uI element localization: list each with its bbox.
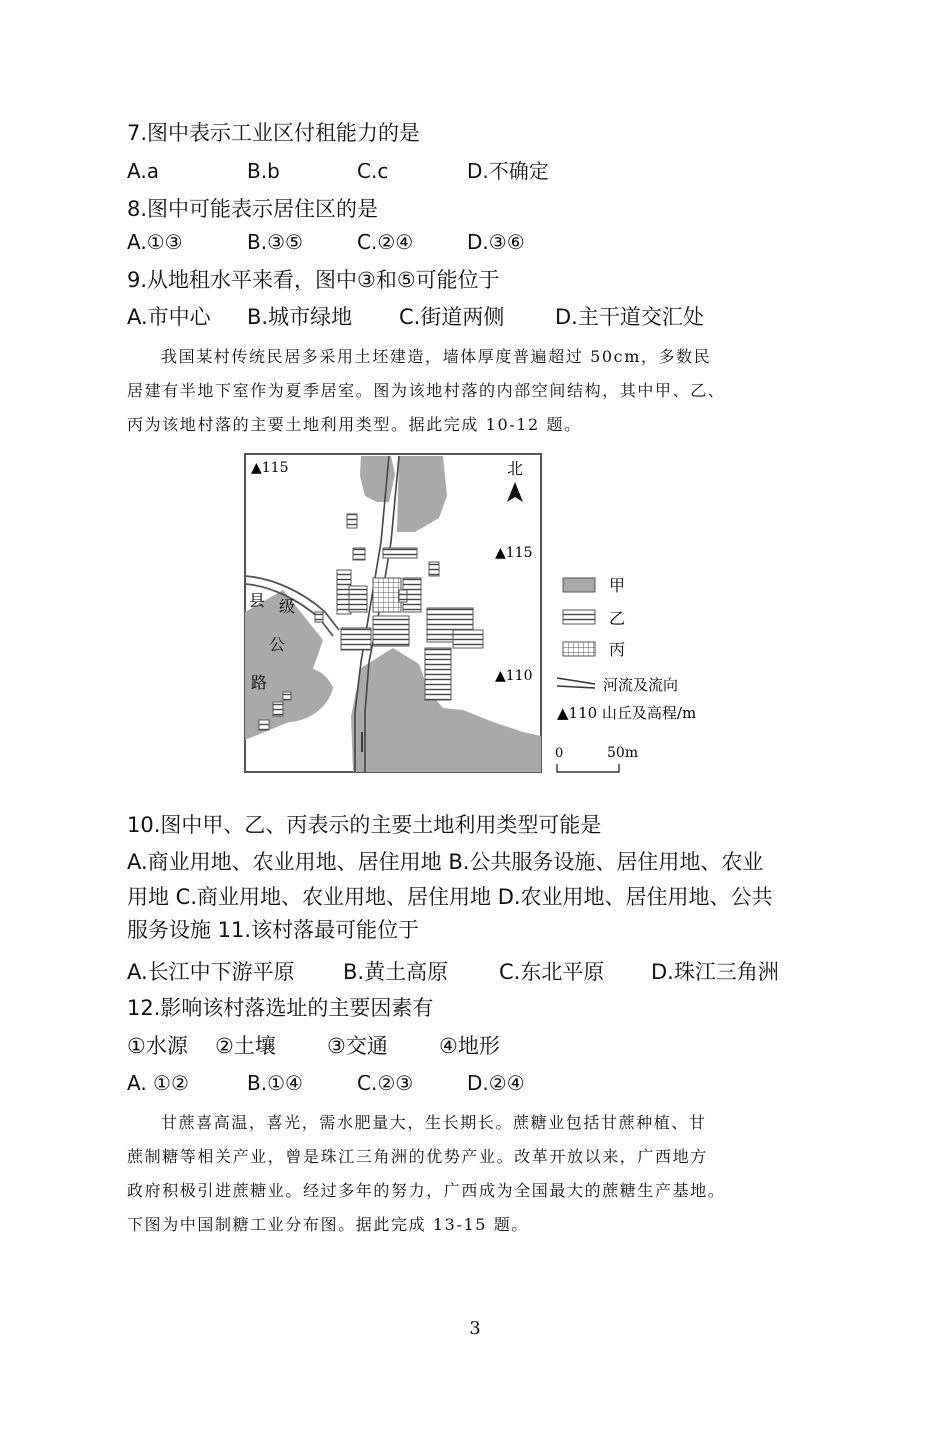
q8-stem: 8.图中可能表示居住区的是 — [127, 197, 379, 221]
q11-option-b: B.黄土高原 — [343, 960, 449, 984]
q8-option-b: B.③⑤ — [247, 230, 303, 254]
q7-option-a: A.a — [127, 159, 159, 183]
scale-bar — [557, 764, 619, 772]
q9-option-b: B.城市绿地 — [247, 305, 353, 329]
map-legend — [555, 576, 696, 772]
q12-factor: ④地形 — [439, 1034, 500, 1058]
village-map-figure — [243, 452, 733, 777]
q8-option-c: C.②④ — [357, 230, 414, 254]
passage-sugarcane-line: 下图为中国制糖工业分布图。据此完成 13-15 题。 — [127, 1215, 529, 1234]
q7-option-c: C.c — [357, 159, 389, 183]
legend-label-bing: 丙 — [609, 640, 626, 659]
q11-option-d: D.珠江三角洲 — [651, 960, 779, 984]
land-jia-north-west — [360, 456, 395, 502]
q10-options-line: 服务设施 11.该村落最可能位于 — [127, 918, 420, 942]
legend-label-hill: ▲110 山丘及高程/m — [557, 704, 697, 722]
q9-option-d: D.主干道交汇处 — [555, 305, 704, 329]
legend-swatch-jia — [563, 578, 595, 592]
passage-sugarcane-line: 蔗制糖等相关产业，曾是珠江三角洲的优势产业。改革开放以来，广西地方 — [127, 1147, 708, 1166]
q8-option-a: A.①③ — [127, 230, 183, 254]
passage-village-line: 我国某村传统民居多采用土坯建造，墙体厚度普遍超过 50cm，多数民 — [161, 347, 712, 366]
q12-option-b: B.①④ — [247, 1071, 303, 1095]
q10-options-line: A.商业用地、农业用地、居住用地 B.公共服务设施、居住用地、农业 — [127, 850, 764, 874]
road-label-char: 县 — [249, 591, 266, 610]
q7-option-d: D.不确定 — [467, 159, 549, 183]
q12-option-d: D.②④ — [467, 1071, 525, 1095]
q11-option-c: C.东北平原 — [499, 960, 605, 984]
road-label-char: 路 — [251, 673, 268, 692]
hill-label-nw: ▲115 — [251, 460, 289, 476]
passage-village — [127, 340, 827, 442]
road-label-char: 级 — [279, 597, 296, 616]
q8-option-d: D.③⑥ — [467, 230, 525, 254]
legend-label-yi: 乙 — [609, 609, 626, 628]
q9-stem: 9.从地租水平来看，图中③和⑤可能位于 — [127, 268, 500, 292]
legend-swatch-bing — [563, 642, 595, 656]
passage-sugarcane-line: 甘蔗喜高温，喜光，需水肥量大，生长期长。蔗糖业包括甘蔗种植、甘 — [161, 1113, 707, 1132]
q12-factor: ①水源 — [127, 1034, 188, 1058]
scale-label: 50m — [607, 745, 639, 761]
q12-option-c: C.②③ — [357, 1071, 414, 1095]
page-number: 3 — [469, 1318, 481, 1339]
legend-label-jia: 甲 — [609, 576, 626, 595]
land-bing — [373, 578, 401, 612]
q12-factor: ②土壤 — [215, 1034, 276, 1058]
q10-options-line: 用地 C.商业用地、农业用地、居住用地 D.农业用地、居住用地、公共 — [127, 885, 773, 909]
legend-label-river: 河流及流向 — [603, 676, 679, 694]
q12-factor: ③交通 — [327, 1034, 388, 1058]
passage-village-line: 居建有半地下室作为夏季居室。图为该地村落的内部空间结构，其中甲、乙、 — [127, 381, 726, 400]
q7-option-b: B.b — [247, 159, 280, 183]
q12-option-a: A. ①② — [127, 1071, 189, 1095]
q12-stem: 12.影响该村落选址的主要因素有 — [127, 996, 434, 1020]
legend-swatch-yi — [563, 610, 595, 624]
passage-sugarcane — [127, 1106, 827, 1242]
q9-option-a: A.市中心 — [127, 305, 211, 329]
q11-option-a: A.长江中下游平原 — [127, 960, 295, 984]
road-label-char: 公 — [269, 635, 286, 654]
passage-village-line: 丙为该地村落的主要土地利用类型。据此完成 10-12 题。 — [127, 415, 582, 434]
scale-zero: 0 — [555, 746, 564, 761]
q7-stem: 7.图中表示工业区付租能力的是 — [127, 121, 421, 145]
north-label: 北 — [507, 459, 524, 478]
hill-label-ne: ▲115 — [495, 545, 533, 561]
legend-river-icon — [557, 678, 595, 688]
hill-label-se: ▲110 — [495, 668, 533, 684]
q9-option-c: C.街道两侧 — [399, 305, 505, 329]
passage-sugarcane-line: 政府积极引进蔗糖业。经过多年的努力，广西成为全国最大的蔗糖生产基地。 — [127, 1181, 726, 1200]
q10-stem: 10.图中甲、乙、丙表示的主要土地利用类型可能是 — [127, 813, 602, 837]
